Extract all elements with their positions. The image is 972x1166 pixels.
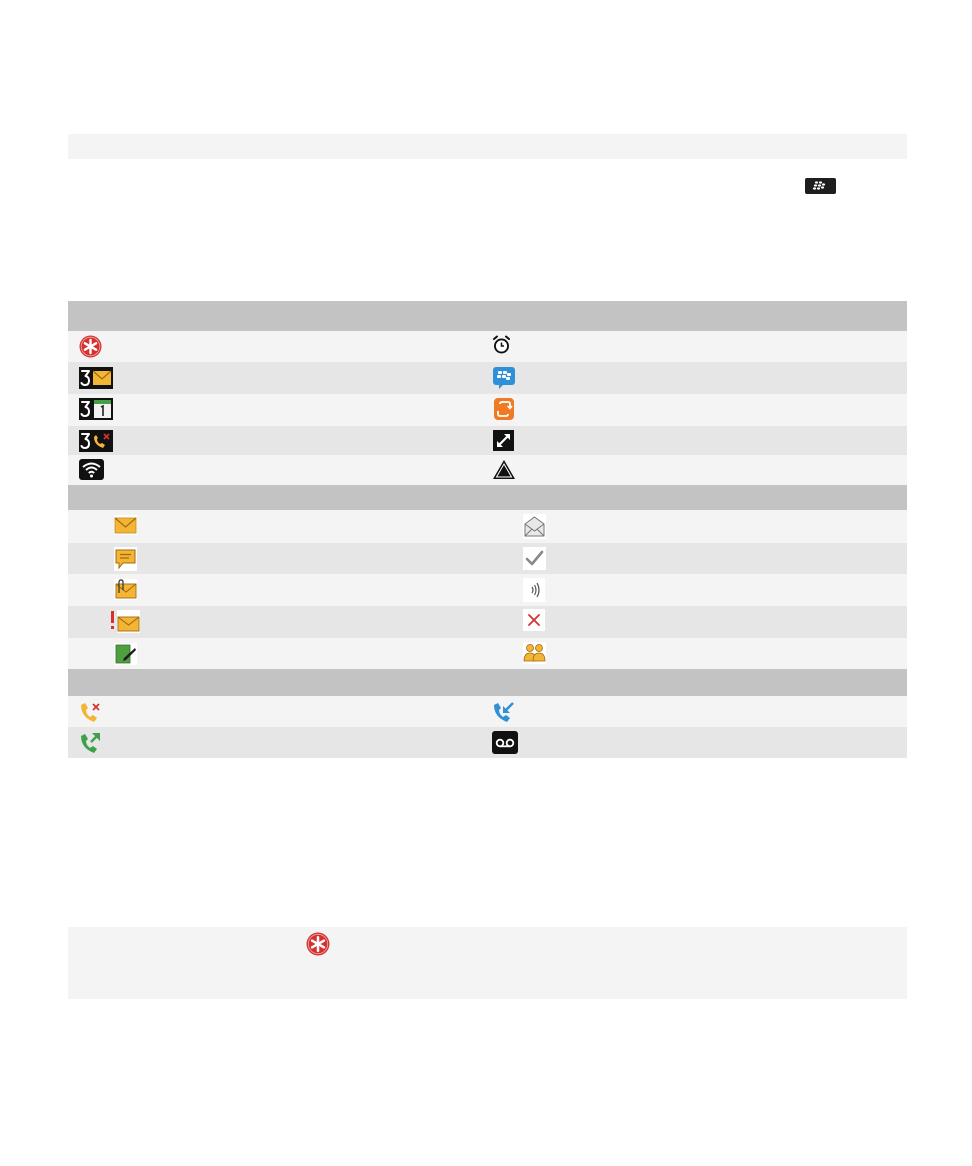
table-row (68, 696, 907, 727)
table-row (68, 510, 907, 543)
placed-call-icon (79, 732, 102, 755)
bbm-chat-icon (493, 367, 515, 389)
note-box (68, 927, 907, 999)
section-header-calls (68, 669, 907, 696)
icon-table (68, 301, 907, 758)
email-attachment-icon (114, 579, 137, 600)
blackberry-menu-key-icon (805, 178, 836, 194)
sending-waves-icon (523, 578, 545, 602)
alarm-clock-icon (492, 335, 511, 355)
top-band (68, 134, 907, 159)
table-row (68, 606, 907, 638)
table-row (68, 394, 907, 426)
missed-call-icon (79, 701, 102, 724)
table-row (68, 426, 907, 455)
orange-app-notification-icon (494, 398, 514, 420)
table-row (68, 574, 907, 606)
wifi-icon (79, 459, 104, 480)
draft-message-icon (114, 643, 137, 665)
warning-triangle-icon (492, 459, 516, 480)
new-item-asterisk-icon (79, 335, 102, 358)
unread-email-count-icon (79, 367, 113, 389)
high-priority-email-icon (111, 610, 140, 633)
table-row (68, 455, 907, 485)
group-contacts-icon (523, 642, 546, 664)
unopened-email-icon (114, 515, 137, 535)
failed-x-icon (523, 609, 545, 631)
section-header-messages (68, 485, 907, 510)
table-row (68, 331, 907, 362)
expand-arrow-icon (493, 430, 514, 451)
table-row (68, 727, 907, 758)
table-row (68, 362, 907, 394)
sent-checkmark-icon (523, 547, 546, 570)
missed-call-count-icon (79, 430, 113, 452)
received-call-icon (492, 701, 515, 724)
voicemail-icon (492, 731, 518, 754)
opened-email-icon (523, 514, 546, 539)
table-row (68, 543, 907, 574)
table-row (68, 638, 907, 669)
calendar-count-icon (79, 398, 113, 420)
text-message-icon (114, 547, 137, 571)
section-header-notifications (68, 301, 907, 331)
new-item-asterisk-icon (306, 932, 330, 956)
